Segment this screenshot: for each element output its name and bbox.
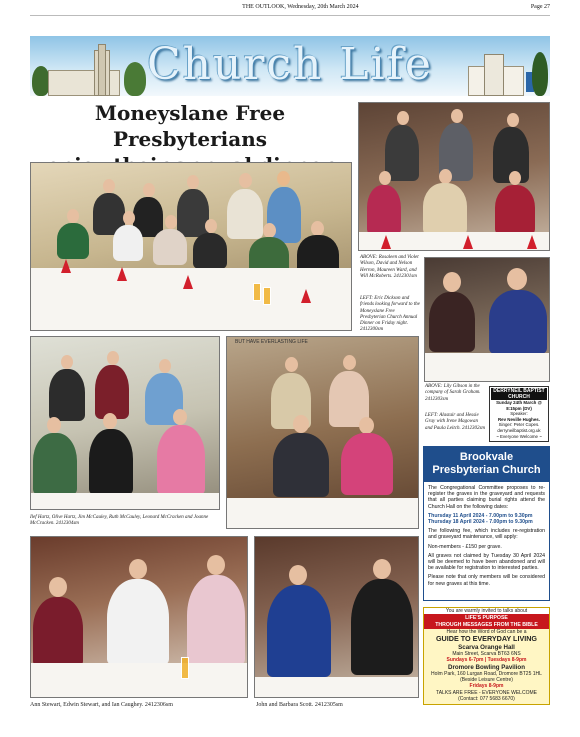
derryneil-title: DERRYNEIL BAPTIST CHURCH [491, 388, 547, 400]
caption-above-2: ABOVE: Lily Gibson in the company of Sarah Graham. 2412303sm [425, 384, 481, 402]
photo-two-ladies [424, 257, 550, 382]
page-number: Page 27 [530, 4, 550, 10]
derryneil-welcome: ~ Everyone Welcome ~ [496, 433, 542, 439]
derryneil-speaker: Rev Neville Hughes. [498, 416, 540, 422]
brookvale-intro: The Congregational Committee proposes to re-register the graves in the graveyard and requests that all parties claiming burial rights attend the Church Hall on the following dates: [428, 485, 545, 510]
guide-intro: You are warmly invited to talks about [424, 608, 549, 614]
guide-footer: TALKS ARE FREE - EVERYONE WELCOME [436, 689, 537, 696]
guide-title: GUIDE TO EVERYDAY LIVING [435, 634, 538, 644]
article-headline: Moneyslane Free Presbyterians [94, 101, 286, 151]
running-header [30, 4, 550, 16]
running-head-text: THE OUTLOOK, Wednesday, 20th March 2024 [242, 4, 359, 10]
photo-dinner-table [30, 162, 352, 331]
guide-venue-1: Scarva Orange Hall [458, 643, 515, 651]
guide-venue-2-times: Fridays 8-9pm [469, 683, 504, 690]
caption-left-2: LEFT: Alastair and Hessie Gray with Irene Magowan and Paula Leitch. 2412302sm [425, 413, 485, 431]
caption-group: Ilef Hartz, Olive Hartz, Jim McCauley, Ruth McCauley, Leonard McCracken and Joanne McCracken. 2412304sm [30, 515, 209, 527]
brookvale-members-note: Please note that only members will be considered for new graves at this time. [428, 574, 545, 587]
guide-contact: (Contact: 077 5683 6670) [458, 695, 515, 702]
guide-venue-2: Dromore Bowling Pavilion [447, 663, 525, 671]
photo-central-table [226, 336, 419, 529]
derryneil-singer: Singer: Peter Copes. [498, 422, 540, 428]
photo-top-right-group [358, 102, 550, 251]
guide-venue-2-note: (Beside Leisure Centre) [460, 677, 513, 684]
wall-text: BUT HAVE EVERLASTING LIFE [235, 339, 308, 345]
guide-advert [423, 607, 550, 705]
guide-venue-2-address: Holm Park, 160 Lurgan Road, Dromore BT25 1HL [431, 671, 542, 678]
brookvale-date-2: Thursday 18 April 2024 - 7.00pm to 9.30pm [428, 519, 533, 526]
brookvale-fee-text: The following fee, which includes re-registration and graveyard maintenance, will apply: [428, 528, 545, 541]
caption-above: ABOVE: Rosaleen and Violet Wilson, David and Nelson Herron, Maureen Ward, and Will McRoberts. 2412301sm [360, 255, 419, 279]
guide-banner: LIFE'S PURPOSE THROUGH MESSAGES FROM THE BIBLE [424, 614, 549, 629]
guide-hear: Hear how the Word of God can be a [446, 629, 527, 636]
caption-left: LEFT: Eric Dickson and friends looking forward to the Moneyslane Free Presbyterian Church Annual Dinner on Friday night. 2412300sm [360, 296, 420, 333]
brookvale-title: Brookvale Presbyterian Church [424, 447, 549, 482]
church-life-banner [30, 36, 550, 96]
derryneil-date: Sunday 24th March @ 8:15pm (DV) [496, 400, 542, 411]
derryneil-advert [489, 386, 549, 442]
brookvale-date-1: Thursday 11 April 2024 - 7.00pm to 9.30pm [428, 512, 533, 519]
brookvale-notice [423, 446, 550, 601]
photo-scott [254, 536, 419, 698]
guide-venue-1-times: Sundays 6-7pm | Tuesdays 8-9pm [446, 657, 527, 664]
brookvale-unclaimed: All graves not claimed by Tuesday 30 April 2024 will be deemed to have been abandoned and will be available for registration to interested parties. [428, 552, 545, 572]
photo-group-six [30, 336, 220, 510]
derryneil-web: derryneilbaptist.org.uk [497, 427, 541, 433]
banner-title: Church Life [147, 39, 433, 90]
guide-venue-1-address: Main Street, Scarva BT63 6NS [452, 651, 521, 658]
caption-stewart: Ann Stewart, Edwin Stewart, and Ian Caughey. 2412306sm [30, 702, 173, 708]
brookvale-fee: Non-members - £150 per grave. [428, 543, 502, 550]
caption-scott: John and Barbara Scott. 2412305sm [256, 702, 343, 708]
photo-stewart-caughey [30, 536, 248, 698]
derryneil-speaker-label: Speaker: [510, 411, 528, 417]
